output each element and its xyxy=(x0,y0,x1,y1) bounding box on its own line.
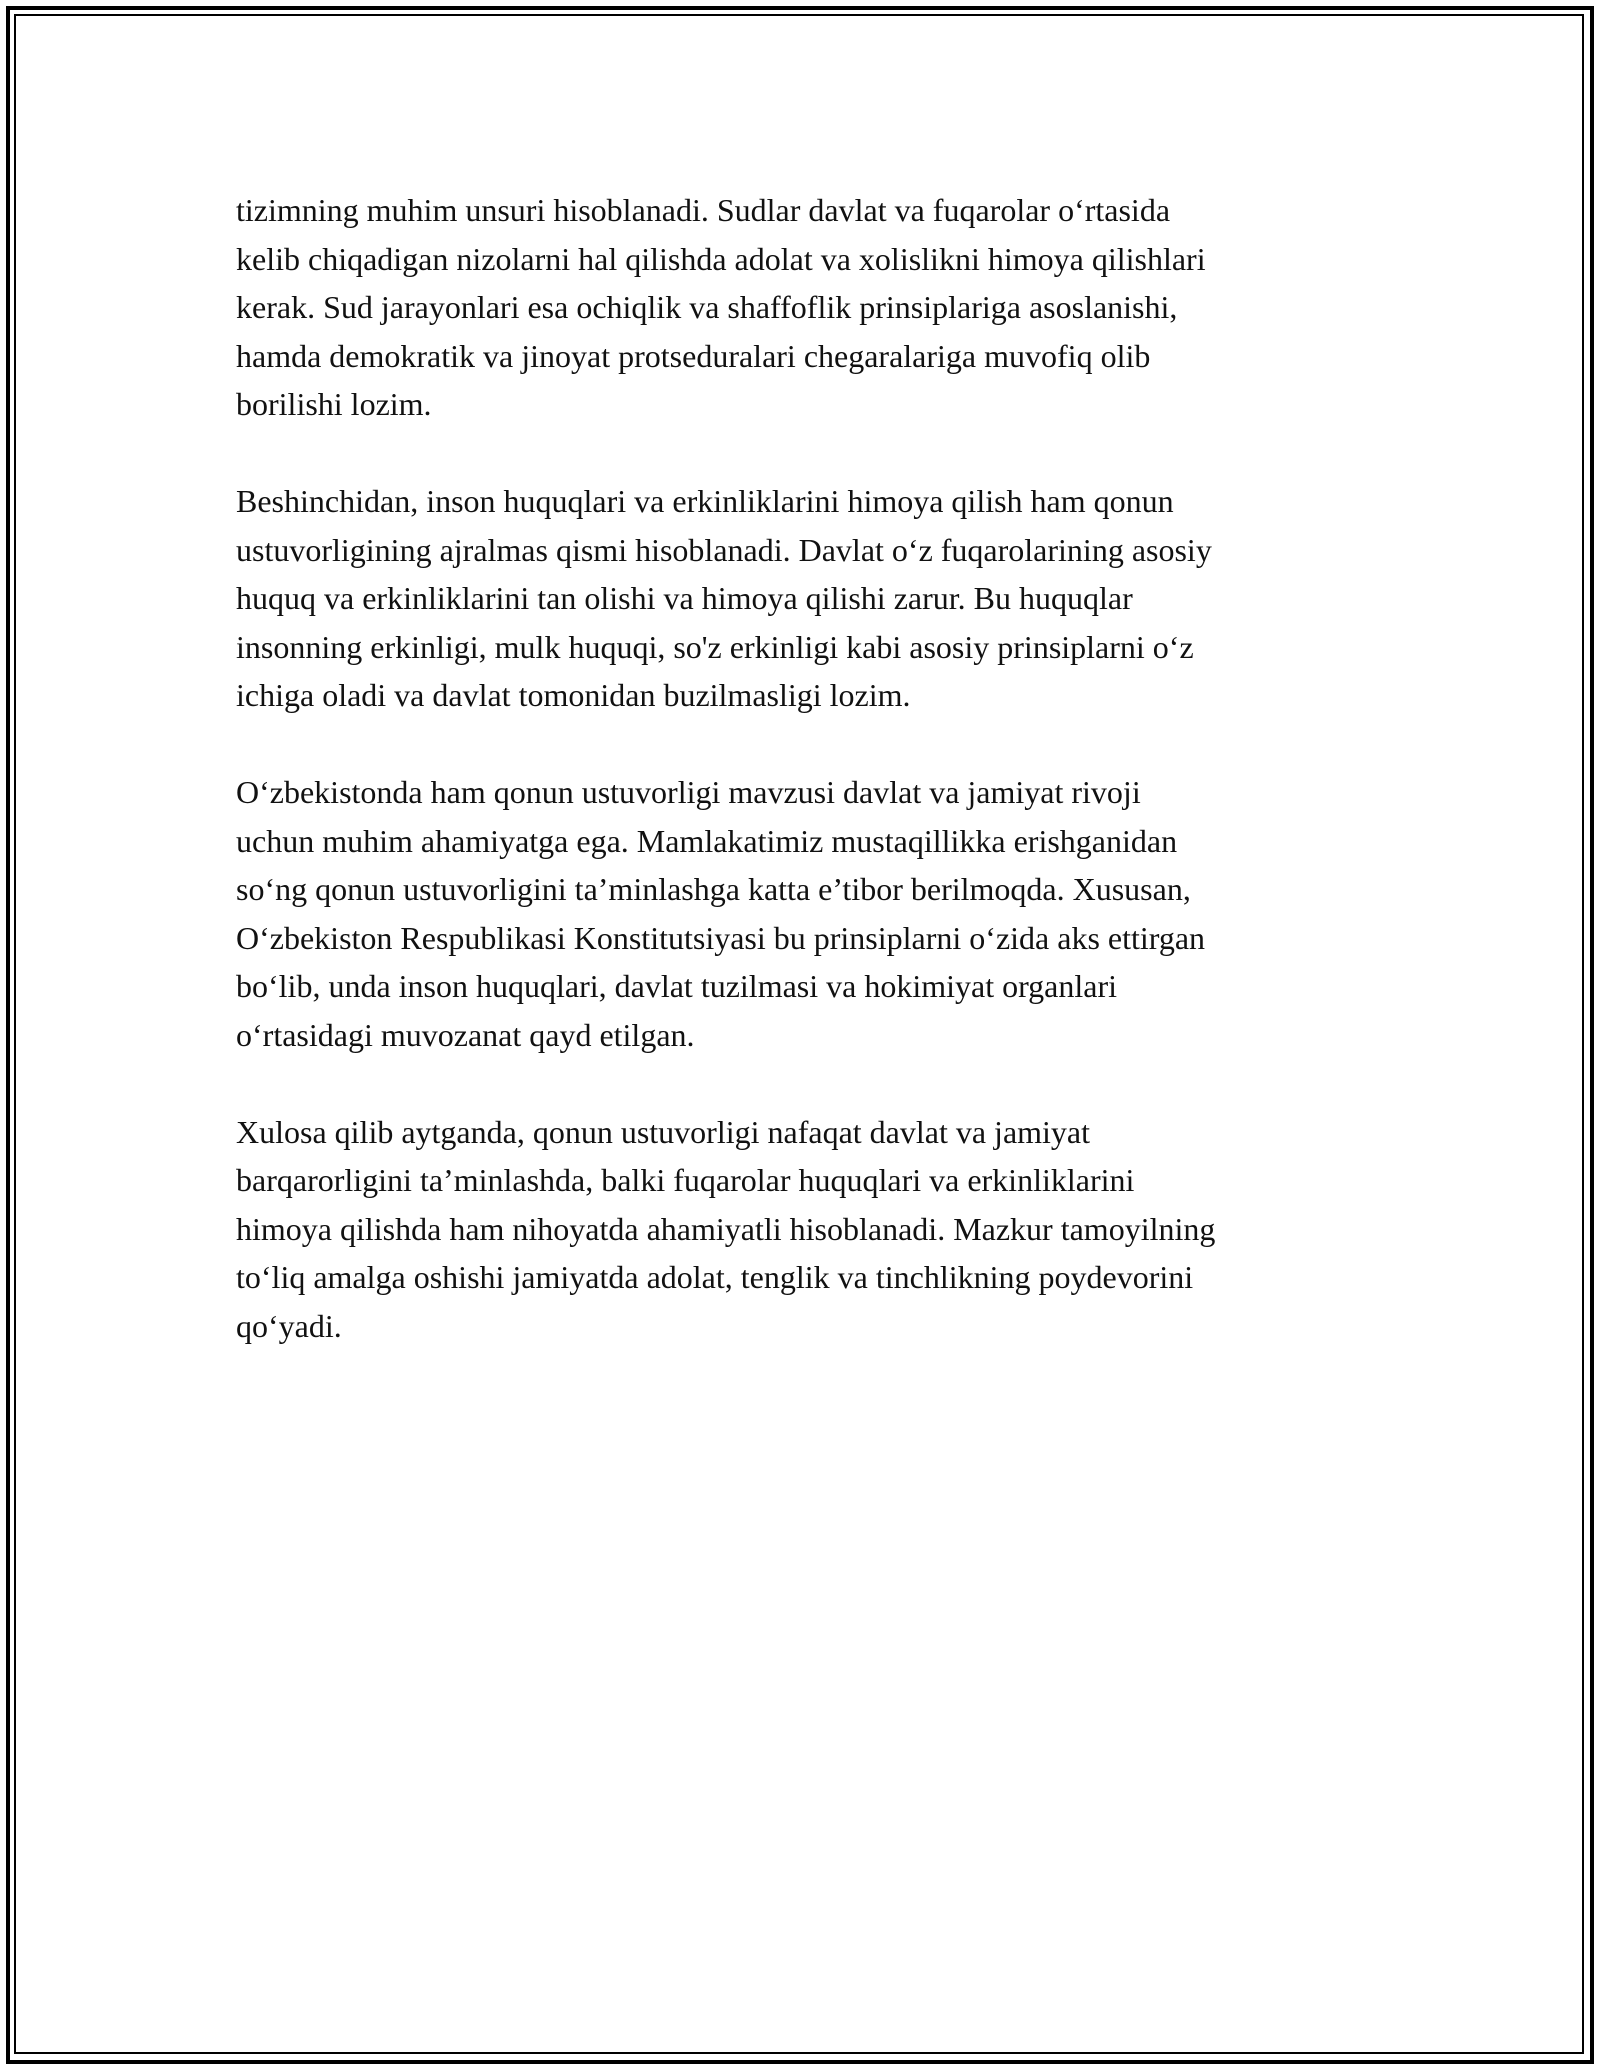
text-line: tizimning muhim unsuri hisoblanadi. Sudlar davlat va fuqarolar o‘rtasida xyxy=(236,192,1171,228)
text-line: borilishi lozim. xyxy=(236,386,432,422)
text-line: uchun muhim ahamiyatga ega. Mamlakatimiz mustaqillikka erishganidan xyxy=(236,822,1178,859)
text-line: to‘liq amalga oshishi jamiyatda adolat, tenglik va tinchlikning poydevorini xyxy=(236,1259,1194,1295)
text-line: insonning erkinligi, mulk huquqi, so'z erkinligi kabi asosiy prinsiplarni o‘z xyxy=(236,628,1194,665)
text-line: hamda demokratik va jinoyat protseduralari chegaralariga muvofiq olib xyxy=(236,337,1151,374)
text-line: o‘rtasidagi muvozanat qayd etilgan. xyxy=(236,1016,695,1053)
text-line: kerak. Sud jarayonlari esa ochiqlik va shaffoflik prinsiplariga asoslanishi, xyxy=(236,289,1178,325)
paragraph-conclusion xyxy=(236,1108,1376,1351)
document-body xyxy=(236,186,1376,1399)
text-line: so‘ng qonun ustuvorligini ta’minlashga katta e’tibor berilmoqda. Xususan, xyxy=(236,871,1191,907)
paragraph-human-rights xyxy=(236,477,1376,720)
text-line: ichiga oladi va davlat tomonidan buzilmasligi lozim. xyxy=(236,677,911,713)
text-line: Beshinchidan, inson huquqlari va erkinliklarini himoya qilish ham qonun xyxy=(236,483,1174,519)
text-line: kelib chiqadigan nizolarni hal qilishda adolat va xolislikni himoya qilishlari xyxy=(236,240,1206,277)
text-line: ustuvorligining ajralmas qismi hisoblanadi. Davlat o‘z fuqarolarining asosiy xyxy=(236,531,1212,568)
paragraph-uzbekistan xyxy=(236,768,1376,1059)
text-line: O‘zbekistonda ham qonun ustuvorligi mavzusi davlat va jamiyat rivoji xyxy=(236,774,1141,810)
text-line: huquq va erkinliklarini tan olishi va himoya qilishi zarur. Bu huquqlar xyxy=(236,580,1133,616)
text-line: qo‘yadi. xyxy=(236,1307,342,1344)
text-line: himoya qilishda ham nihoyatda ahamiyatli hisoblanadi. Mazkur tamoyilning xyxy=(236,1210,1216,1247)
text-line: Xulosa qilib aytganda, qonun ustuvorligi nafaqat davlat va jamiyat xyxy=(236,1113,1091,1150)
text-line: bo‘lib, unda inson huquqlari, davlat tuzilmasi va hokimiyat organlari xyxy=(236,968,1118,1004)
paragraph-courts xyxy=(236,186,1376,429)
text-line: barqarorligini ta’minlashda, balki fuqarolar huquqlari va erkinliklarini xyxy=(236,1162,1135,1198)
text-line: O‘zbekiston Respublikasi Konstitutsiyasi bu prinsiplarni o‘zida aks ettirgan xyxy=(236,919,1206,956)
